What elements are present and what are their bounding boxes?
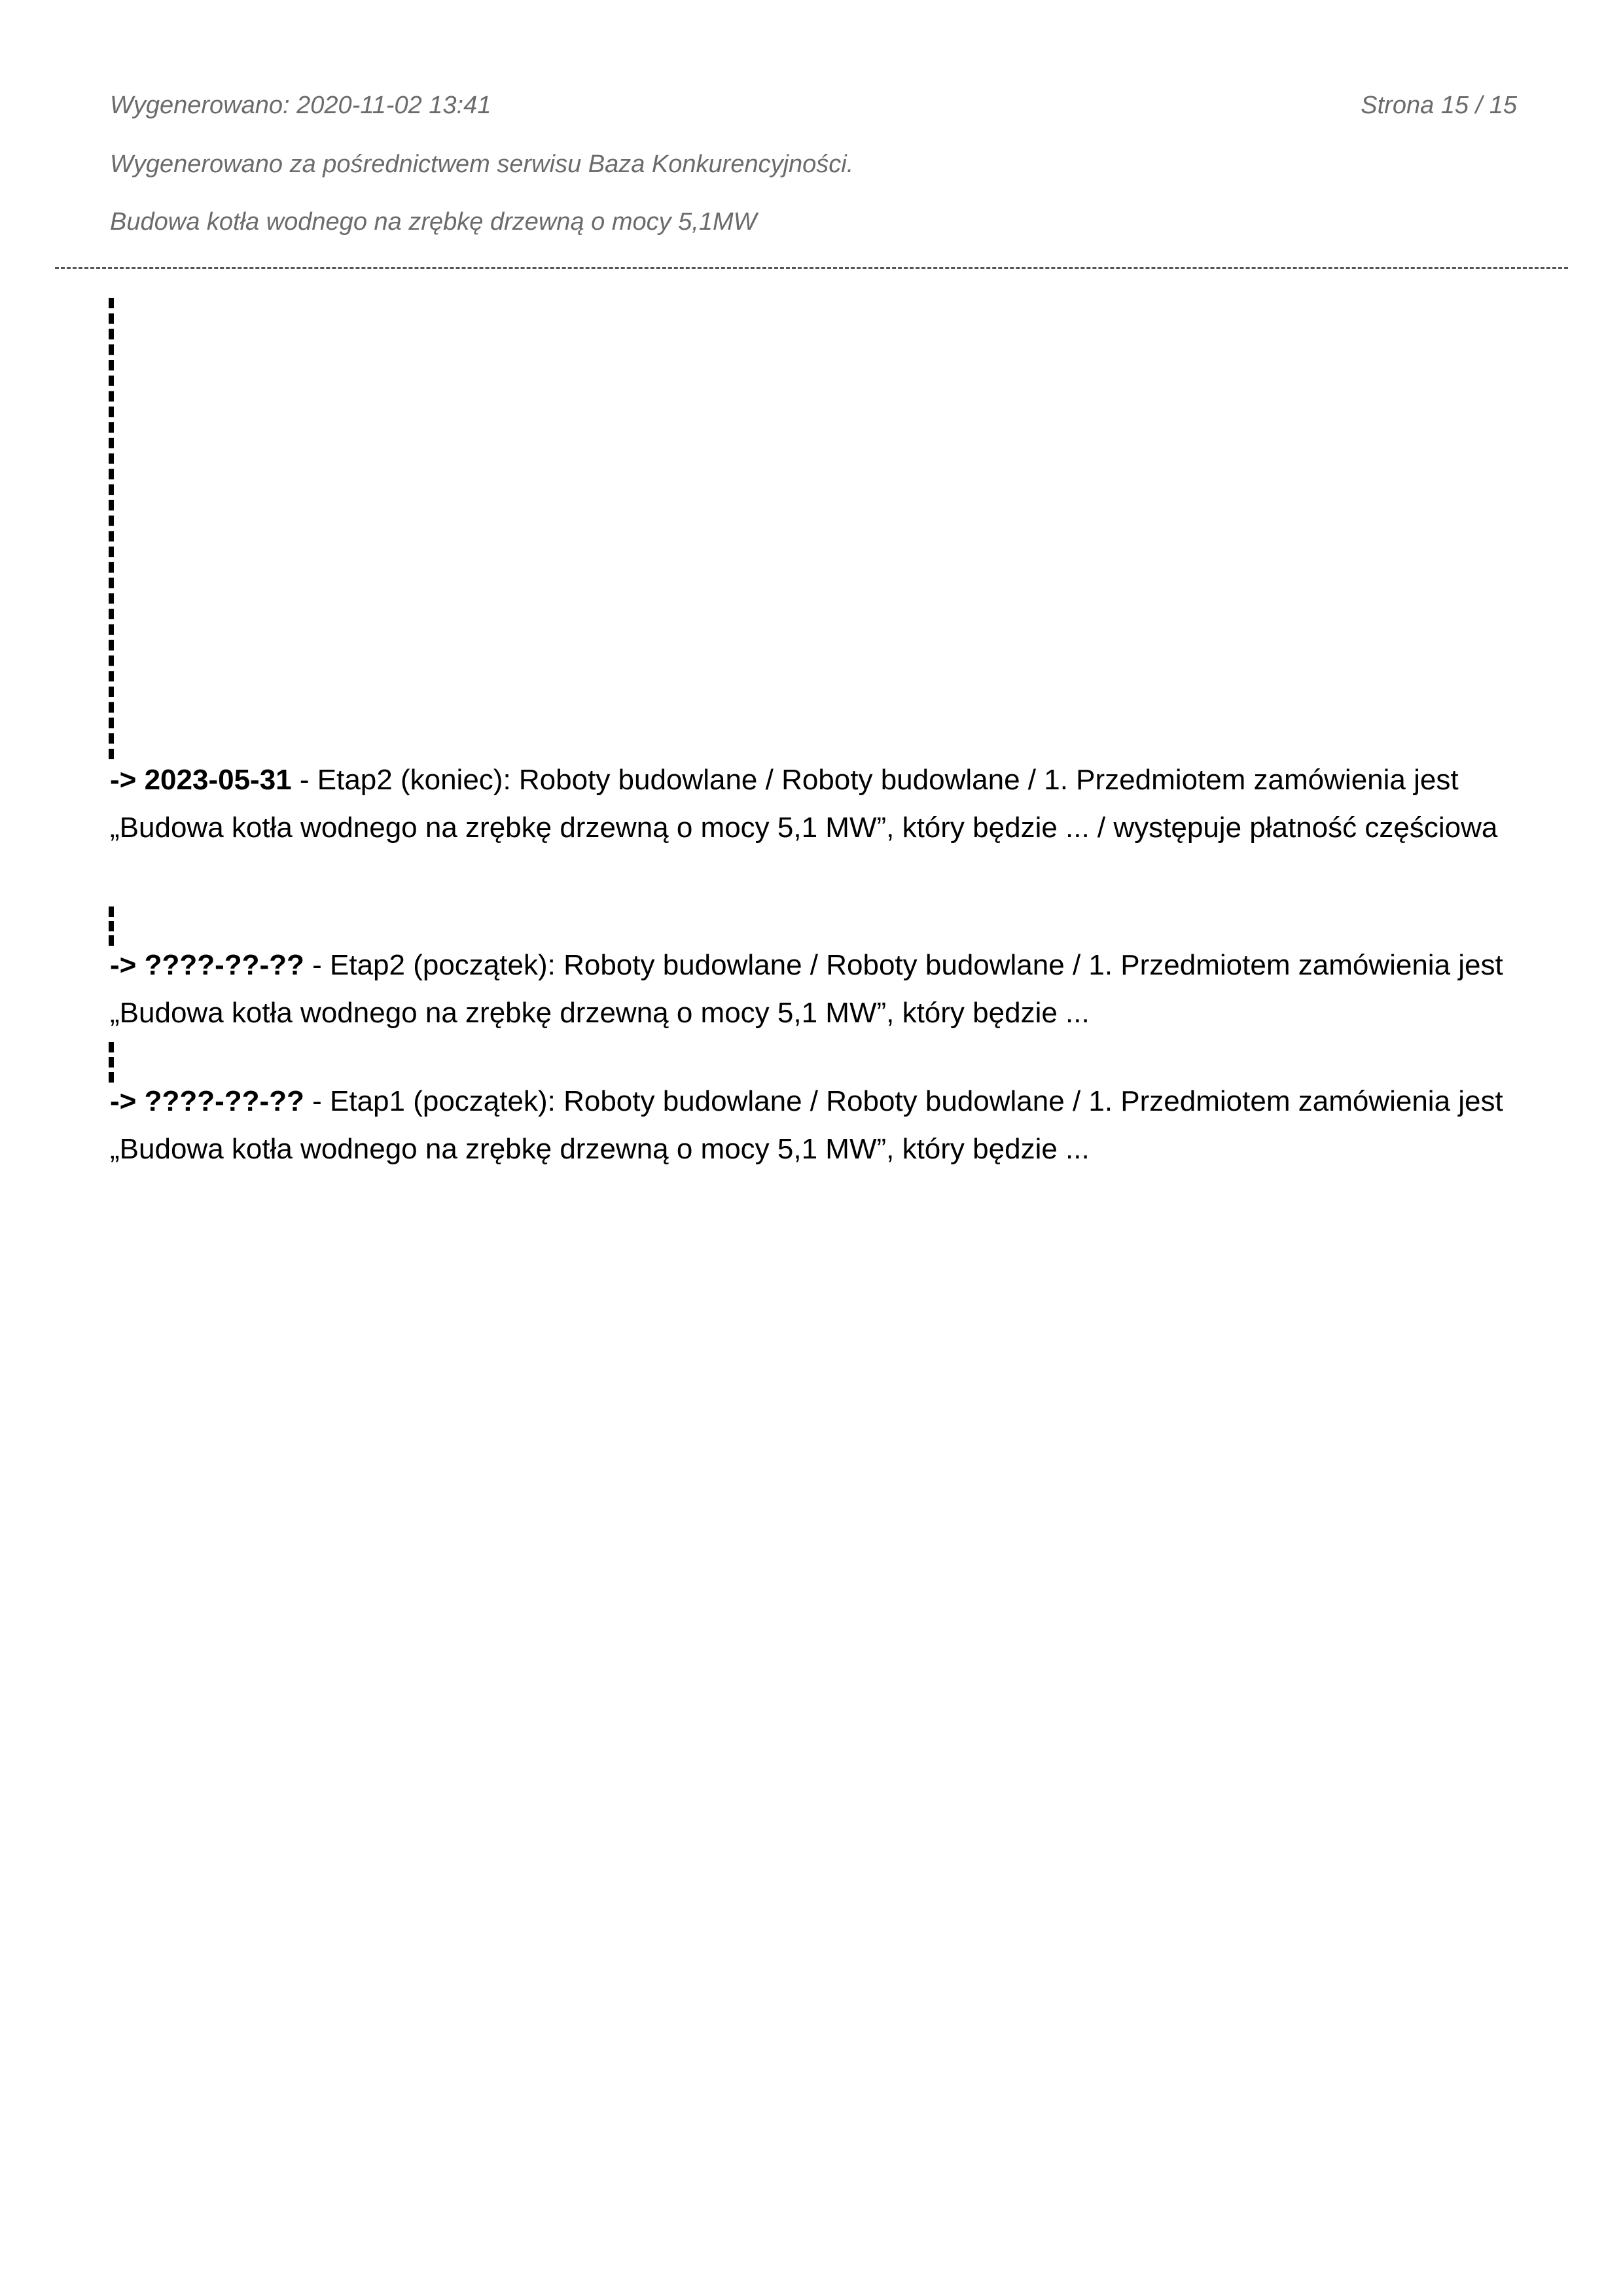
timeline-text: - Etap2 (początek): Roboty budowlane / Roboty budowlane / 1. Przedmiotem zamówienia jest „Budowa kotła wodnego na zrębkę drzewną o mocy 5,1 MW”, który będzie ... <box>110 949 1503 1029</box>
timeline-entry <box>110 756 1537 852</box>
timeline-text: - Etap2 (koniec): Roboty budowlane / Roboty budowlane / 1. Przedmiotem zamówienia jest „Budowa kotła wodnego na zrębkę drzewną o mocy 5,1 MW”, który będzie ... / występuje płatność częściowa <box>110 764 1498 844</box>
document-title: Budowa kotła wodnego na zrębkę drzewną o mocy 5,1MW <box>110 208 757 236</box>
timeline-text: - Etap1 (początek): Roboty budowlane / Roboty budowlane / 1. Przedmiotem zamówienia jest „Budowa kotła wodnego na zrębkę drzewną o mocy 5,1 MW”, który będzie ... <box>110 1085 1503 1165</box>
timeline-date: -> ????-??-?? <box>110 949 304 981</box>
page-number: Strona 15 / 15 <box>1361 92 1517 119</box>
timeline-date: -> 2023-05-31 <box>110 764 292 796</box>
timeline-connector <box>109 906 114 946</box>
timeline-connector <box>109 1042 114 1083</box>
timeline-connector <box>109 298 114 759</box>
timeline-date: -> ????-??-?? <box>110 1085 304 1117</box>
generated-timestamp: Wygenerowano: 2020-11-02 13:41 <box>110 92 491 119</box>
header-divider <box>55 267 1568 269</box>
service-note: Wygenerowano za pośrednictwem serwisu Baza Konkurencyjności. <box>110 151 854 178</box>
timeline-entry <box>110 941 1537 1037</box>
timeline-entry <box>110 1077 1537 1173</box>
